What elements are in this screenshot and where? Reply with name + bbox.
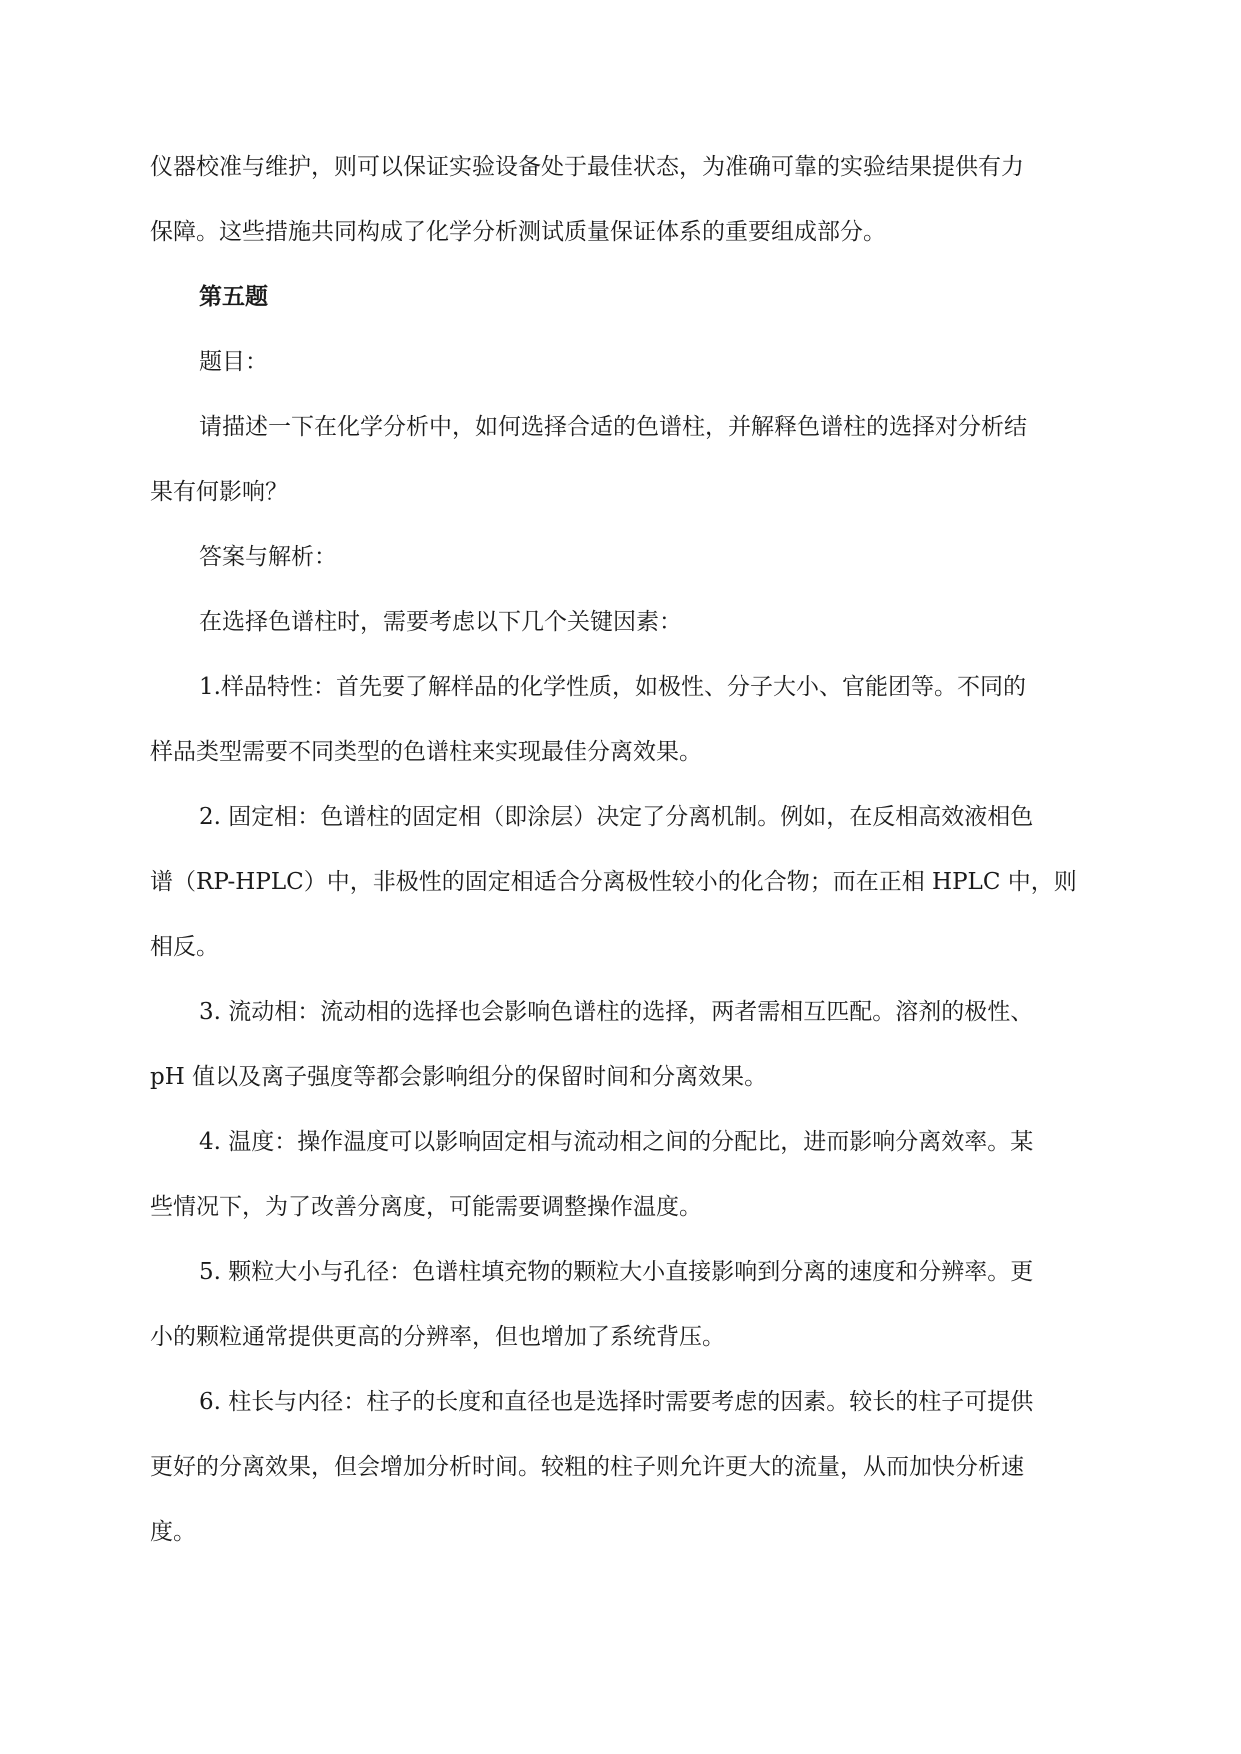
list-item-line: 更好的分离效果，但会增加分析时间。较粗的柱子则允许更大的流量，从而加快分析速: [150, 1454, 1024, 1480]
paragraph-line: 在选择色谱柱时，需要考虑以下几个关键因素：: [199, 609, 682, 635]
list-item-line: 相反。: [150, 934, 219, 960]
list-item-line: 6. 柱长与内径：柱子的长度和直径也是选择时需要考虑的因素。较长的柱子可提供: [199, 1389, 1034, 1415]
list-item-line: pH 值以及离子强度等都会影响组分的保留时间和分离效果。: [150, 1064, 768, 1090]
question-text-line: 请描述一下在化学分析中，如何选择合适的色谱柱，并解释色谱柱的选择对分析结: [199, 414, 1027, 440]
list-item-line: 5. 颗粒大小与孔径：色谱柱填充物的颗粒大小直接影响到分离的速度和分辨率。更: [199, 1259, 1034, 1285]
list-item-line: 2. 固定相：色谱柱的固定相（即涂层）决定了分离机制。例如，在反相高效液相色: [199, 804, 1034, 830]
list-item-line: 样品类型需要不同类型的色谱柱来实现最佳分离效果。: [150, 739, 702, 765]
list-item-line: 4. 温度：操作温度可以影响固定相与流动相之间的分配比，进而影响分离效率。某: [199, 1129, 1034, 1155]
list-item-line: 度。: [150, 1519, 196, 1545]
list-item-line: 小的颗粒通常提供更高的分辨率，但也增加了系统背压。: [150, 1324, 725, 1350]
list-item-line: 些情况下，为了改善分离度，可能需要调整操作温度。: [150, 1194, 702, 1220]
paragraph-line: 保障。这些措施共同构成了化学分析测试质量保证体系的重要组成部分。: [150, 219, 886, 245]
section-heading: 第五题: [199, 283, 268, 310]
answer-label: 答案与解析：: [199, 544, 337, 570]
paragraph-line: 仪器校准与维护，则可以保证实验设备处于最佳状态，为准确可靠的实验结果提供有力: [150, 154, 1024, 180]
list-item-line: 3. 流动相：流动相的选择也会影响色谱柱的选择，两者需相互匹配。溶剂的极性、: [199, 999, 1034, 1025]
question-label: 题目：: [199, 349, 268, 375]
question-text-line: 果有何影响？: [150, 479, 288, 505]
list-item-line: 谱（RP-HPLC）中，非极性的固定相适合分离极性较小的化合物；而在正相 HPLC 中，则: [150, 869, 1077, 895]
list-item-line: 1.样品特性：首先要了解样品的化学性质，如极性、分子大小、官能团等。不同的: [199, 674, 1026, 700]
